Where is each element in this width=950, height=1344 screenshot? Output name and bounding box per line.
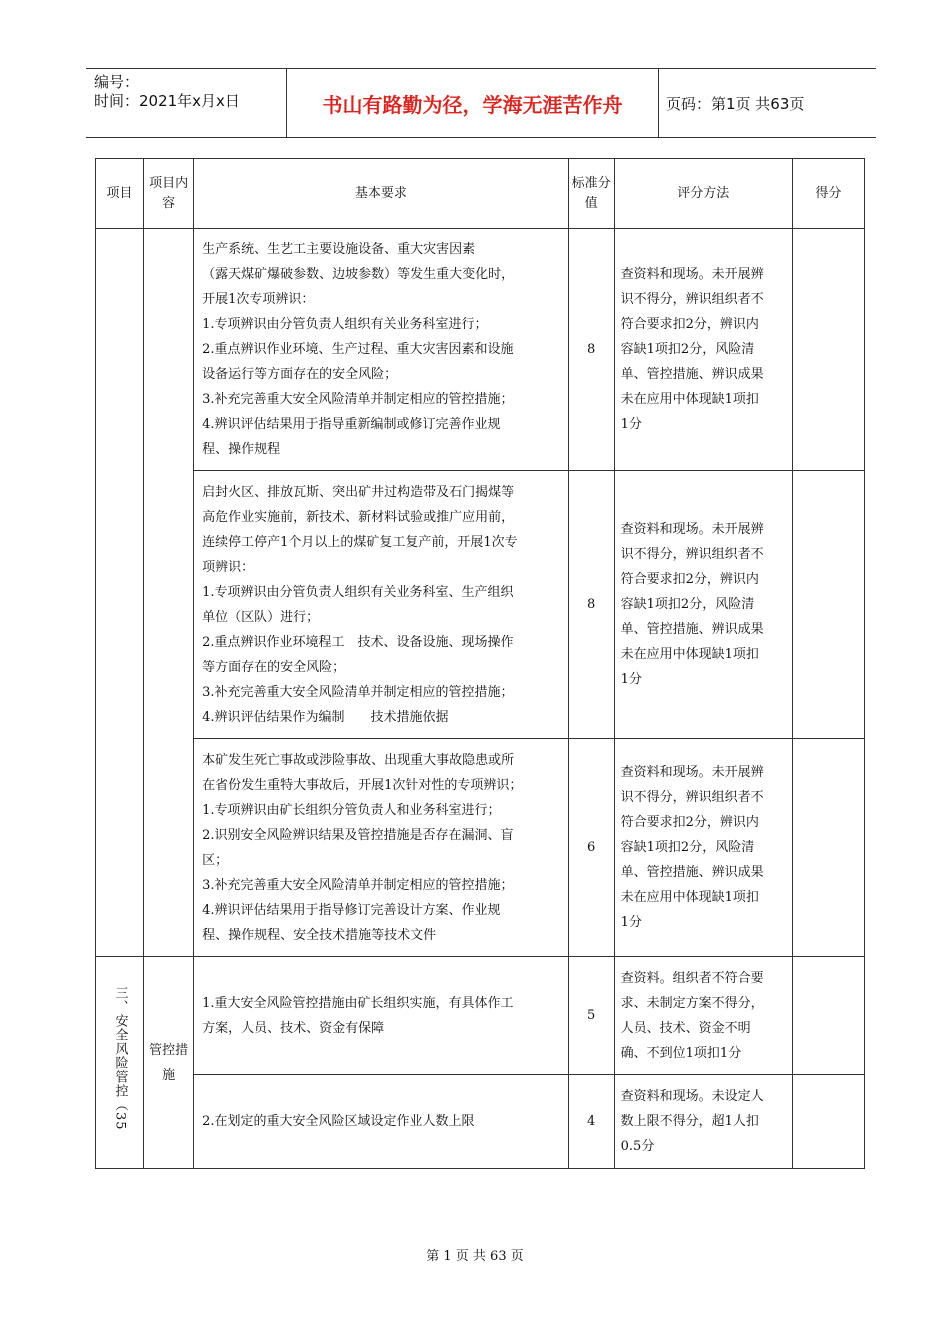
requirement-cell (194, 957, 568, 1075)
table-row (96, 957, 865, 1075)
requirement-cell (194, 471, 568, 739)
method-line: 人员、技术、资金不明 (620, 1020, 751, 1036)
document-time-label: 时间：2021年x月x日 (94, 92, 240, 110)
method-line: 数上限不得分，超1人扣 (620, 1114, 759, 1129)
score-cell (792, 739, 864, 957)
header-item: 项目 (96, 159, 144, 229)
score-cell (792, 957, 864, 1075)
requirement-line: 在省份发生重特大事故后，开展1次针对性的专项辨识； (202, 777, 523, 793)
section-content-cell (144, 957, 194, 1169)
header-score: 得分 (792, 159, 864, 229)
method-cell (614, 1075, 792, 1169)
requirement-line: 生产系统、生艺工主要设施设备、重大灾害因素 (202, 242, 476, 257)
method-line: 未在应用中体现缺1项扣 (620, 647, 759, 662)
requirement-line: 等方面存在的安全风险； (202, 659, 346, 675)
header-motto: 书山有路勤为径，学海无涯苦作舟 (322, 92, 623, 117)
requirement-line: 程、操作规程、安全技术措施等技术文件 (202, 927, 437, 943)
method-line: 确、不到位1项扣1分 (620, 1045, 742, 1061)
standard-score-cell: 5 (568, 957, 614, 1075)
page-footer: 第 1 页 共 63 页 (426, 1249, 524, 1264)
requirement-line: 1.专项辨识由分管负责人组织有关业务科室、生产组织 (202, 584, 514, 600)
method-line: 0.5分 (620, 1139, 655, 1154)
method-line: 未在应用中体现缺1项扣 (620, 392, 759, 407)
requirement-line: 程、操作规程 (202, 442, 281, 457)
requirement-line: 1.专项辨识由分管负责人组织有关业务科室进行； (202, 317, 488, 332)
document-header (86, 68, 876, 138)
requirement-line: （露天煤矿爆破参数、边坡参数）等发生重大变化时， (202, 267, 515, 282)
method-line: 1分 (620, 672, 642, 687)
standard-score-cell: 8 (568, 471, 614, 739)
table-header-row (96, 159, 865, 229)
requirement-cell (194, 229, 568, 471)
requirement-line: 单位（区队）进行； (202, 609, 320, 625)
header-method: 评分方法 (614, 159, 792, 229)
method-line: 容缺1项扣2分，风险清 (620, 342, 755, 357)
requirement-line: 4.辨识评估结果作为编制 技术措施依据 (202, 709, 449, 725)
document-number-label: 编号： (94, 73, 140, 91)
method-line: 查资料和现场。未开展辨 (620, 522, 764, 537)
method-line: 单、管控措施、辨识成果 (620, 622, 764, 637)
header-requirement: 基本要求 (194, 159, 568, 229)
requirement-line: 本矿发生死亡事故或涉险事故、出现重大事故隐患或所 (202, 752, 515, 768)
requirement-line: 4.辨识评估结果用于指导修订完善设计方案、作业规 (202, 902, 501, 918)
section-content-label: 管控措施 (149, 1042, 189, 1083)
method-line: 符合要求扣2分，辨识内 (620, 815, 759, 830)
method-cell (614, 957, 792, 1075)
method-line: 查资料和现场。未开展辨 (620, 267, 764, 282)
method-line: 容缺1项扣2分，风险清 (620, 597, 755, 612)
requirement-line: 区； (202, 852, 229, 868)
method-line: 识不得分，辨识组织者不 (620, 547, 764, 562)
header-meta (94, 73, 284, 111)
method-line: 符合要求扣2分，辨识内 (620, 572, 759, 587)
requirement-cell (194, 1075, 568, 1169)
requirement-line: 方案，人员、技术、资金有保障 (202, 1020, 385, 1036)
requirement-line: 1.重大安全风险管控措施由矿长组织实施，有具体作工 (202, 995, 514, 1011)
requirement-line: 项辨识： (202, 559, 255, 575)
method-line: 1分 (620, 417, 642, 432)
item-cell (96, 229, 144, 957)
requirement-line: 启封火区、排放瓦斯、突出矿井过构造带及石门揭煤等 (202, 484, 515, 500)
requirement-line: 2.重点辨识作业环境程工 技术、设备设施、现场操作 (202, 634, 514, 650)
requirement-line: 3.补充完善重大安全风险清单并制定相应的管控措施； (202, 684, 514, 700)
method-line: 单、管控措施、辨识成果 (620, 367, 764, 382)
header-divider (658, 69, 659, 137)
requirement-line: 设备运行等方面存在的安全风险； (202, 367, 398, 382)
score-cell (792, 471, 864, 739)
method-line: 识不得分，辨识组织者不 (620, 790, 764, 805)
requirement-line: 2.识别安全风险辨识结果及管控措施是否存在漏洞、盲 (202, 827, 514, 843)
table-row (96, 1075, 865, 1169)
method-line: 符合要求扣2分，辨识内 (620, 317, 759, 332)
header-content: 项目内容 (144, 159, 194, 229)
method-line: 查资料和现场。未开展辨 (620, 765, 764, 780)
method-line: 识不得分，辨识组织者不 (620, 292, 764, 307)
table-row (96, 229, 865, 471)
requirement-line: 1.专项辨识由矿长组织分管负责人和业务科室进行； (202, 802, 501, 818)
method-line: 容缺1项扣2分，风险清 (620, 840, 755, 855)
header-standard-score: 标准分值 (568, 159, 614, 229)
requirement-line: 3.补充完善重大安全风险清单并制定相应的管控措施； (202, 392, 514, 407)
method-cell (614, 739, 792, 957)
standard-score-cell: 6 (568, 739, 614, 957)
method-line: 求、未制定方案不得分， (620, 995, 764, 1011)
method-cell (614, 229, 792, 471)
score-cell (792, 229, 864, 471)
method-line: 查资料。组织者不符合要 (620, 970, 764, 986)
score-cell (792, 1075, 864, 1169)
requirement-line: 2.在划定的重大安全风险区域设定作业人数上限 (202, 1114, 475, 1129)
requirement-cell (194, 739, 568, 957)
content-cell (144, 229, 194, 957)
requirement-line: 高危作业实施前，新技术、新材料试验或推广应用前， (202, 509, 515, 525)
requirement-line: 2.重点辨识作业环境、生产过程、重大灾害因素和设施 (202, 342, 514, 357)
requirement-line: 开展1次专项辨识： (202, 292, 315, 307)
section-item-label: 三、安全风险管控（35 (112, 985, 128, 1131)
evaluation-table (95, 158, 865, 1169)
method-line: 1分 (620, 915, 642, 930)
header-page-info: 页码：第1页 共63页 (666, 94, 805, 113)
table-row (96, 471, 865, 739)
requirement-line: 3.补充完善重大安全风险清单并制定相应的管控措施； (202, 877, 514, 893)
method-cell (614, 471, 792, 739)
requirement-line: 4.辨识评估结果用于指导重新编制或修订完善作业规 (202, 417, 501, 432)
requirement-line: 连续停工停产1个月以上的煤矿复工复产前，开展1次专 (202, 534, 518, 550)
method-line: 单、管控措施、辨识成果 (620, 865, 764, 880)
section-item-cell (96, 957, 144, 1169)
standard-score-cell: 8 (568, 229, 614, 471)
standard-score-cell: 4 (568, 1075, 614, 1169)
table-row (96, 739, 865, 957)
method-line: 未在应用中体现缺1项扣 (620, 890, 759, 905)
method-line: 查资料和现场。未设定人 (620, 1089, 764, 1104)
